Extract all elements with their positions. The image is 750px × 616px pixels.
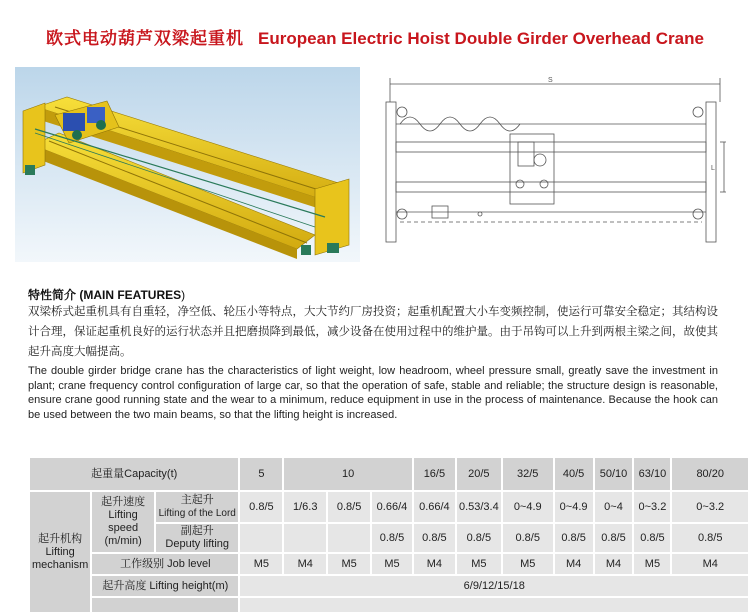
deputy-lift-label: [156, 524, 238, 552]
job-level-cell: M5: [372, 554, 412, 574]
capacity-cell: 50/10: [595, 458, 633, 490]
span-dimension-label: S: [548, 77, 553, 84]
lifting-height-label: 起升高度 Lifting height(m): [92, 576, 238, 596]
job-level-cell: M5: [457, 554, 501, 574]
main-lift-cell: 0~4.9: [555, 492, 593, 522]
main-lift-cell: 0.66/4: [372, 492, 412, 522]
title-en: European Electric Hoist Double Girder Overhead Crane: [258, 29, 704, 48]
table-row: [30, 458, 748, 490]
height-dimension-label: L: [711, 165, 715, 172]
speed-label: [92, 492, 154, 552]
cut-row-label: [92, 598, 238, 612]
title-cn: 欧式电动葫芦双梁起重机: [46, 29, 245, 48]
main-lift-cell: 0~3.2: [672, 492, 748, 522]
capacity-label: 起重量Capacity(t): [30, 458, 238, 490]
deputy-lift-cell: 0.8/5: [457, 524, 501, 552]
capacity-cell: 5: [240, 458, 282, 490]
deputy-lift-cell: 0.8/5: [595, 524, 633, 552]
table-row: [30, 576, 748, 596]
deputy-lift-cell: [284, 524, 326, 552]
main-lift-label-en: Lifting of the Lord: [158, 508, 236, 519]
deputy-lift-cell: [240, 524, 282, 552]
features-heading-en: (MAIN FEATURES: [79, 288, 182, 302]
table-row: [30, 554, 748, 574]
speed-label-unit: (m/min): [104, 535, 142, 547]
features-heading-cn: 特性简介: [28, 288, 77, 302]
speed-label-en: Lifting speed: [108, 509, 139, 534]
deputy-lift-cell: 0.8/5: [634, 524, 670, 552]
mechanism-label-cn: 起升机构: [38, 532, 83, 545]
job-level-cell: M5: [503, 554, 553, 574]
capacity-cell: 20/5: [457, 458, 501, 490]
main-lift-cell: 0~4.9: [503, 492, 553, 522]
main-lift-cell: 0~4: [595, 492, 633, 522]
main-lift-cell: 0.8/5: [328, 492, 370, 522]
spec-table: [28, 456, 750, 614]
crane-3d-image: [15, 67, 360, 262]
main-lift-cell: 0.53/3.4: [457, 492, 501, 522]
capacity-cell: 40/5: [555, 458, 593, 490]
main-lift-label: [156, 492, 238, 522]
deputy-lift-label-en: Deputy lifting: [165, 538, 230, 550]
table-row: [30, 598, 748, 612]
job-level-cell: M4: [414, 554, 455, 574]
capacity-cell: 80/20: [672, 458, 748, 490]
cut-row-value: [240, 598, 748, 612]
deputy-lift-cell: 0.8/5: [503, 524, 553, 552]
capacity-cell: 63/10: [634, 458, 670, 490]
job-level-cell: M5: [634, 554, 670, 574]
main-lift-cell: 1/6.3: [284, 492, 326, 522]
deputy-lift-label-cn: 副起升: [180, 525, 214, 537]
deputy-lift-cell: 0.8/5: [555, 524, 593, 552]
job-level-cell: M4: [672, 554, 748, 574]
table-row: [30, 492, 748, 522]
job-level-cell: M5: [240, 554, 282, 574]
job-level-label: 工作级别 Job level: [92, 554, 238, 574]
main-lift-cell: 0.8/5: [240, 492, 282, 522]
features-text-en: The double girder bridge crane has the characteristics of light weight, low headroom, wheel pressure small, greatly save the investment in plant; crane frequency control configuration of large car, so that the operation of safe, stable and reliable; the structure design is reasonable, ensure crane good running state and the wear to a minimum, reduce equipment in use in the process of maintenance. Because the hook can be used between the two main beams, so that the lifting height is increased.: [28, 365, 718, 421]
capacity-cell: 10: [284, 458, 412, 490]
main-lift-cell: 0.66/4: [414, 492, 455, 522]
main-lift-label-cn: 主起升: [180, 494, 214, 506]
lifting-height-value: 6/9/12/15/18: [240, 576, 748, 596]
speed-label-cn: 起升速度: [101, 496, 146, 508]
job-level-cell: M4: [595, 554, 633, 574]
capacity-cell: 16/5: [414, 458, 455, 490]
deputy-lift-cell: 0.8/5: [372, 524, 412, 552]
deputy-lift-cell: 0.8/5: [672, 524, 748, 552]
deputy-lift-cell: 0.8/5: [414, 524, 455, 552]
page-title: [0, 24, 750, 49]
features-heading-close: ): [181, 288, 186, 302]
job-level-cell: M4: [284, 554, 326, 574]
features-text-cn: 双梁桥式起重机具有自重轻，净空低、轮压小等特点，大大节约厂房投资；起重机配置大小车变频控制，使运行可靠安全稳定；其结构设计合理，保证起重机良好的运行状态并且把磨损降到最低，减少设备在使用过程中的维护量。由于吊钩可以上升到两根主梁之间，故使其起升高度大幅提高。: [28, 306, 718, 358]
capacity-cell: 32/5: [503, 458, 553, 490]
job-level-cell: M5: [328, 554, 370, 574]
features-heading: [28, 286, 185, 303]
crane-technical-drawing: [380, 72, 730, 257]
job-level-cell: M4: [555, 554, 593, 574]
mechanism-label-en: Lifting mechanism: [32, 545, 89, 571]
main-lift-cell: 0~3.2: [634, 492, 670, 522]
mechanism-label: [30, 492, 90, 612]
deputy-lift-cell: [328, 524, 370, 552]
